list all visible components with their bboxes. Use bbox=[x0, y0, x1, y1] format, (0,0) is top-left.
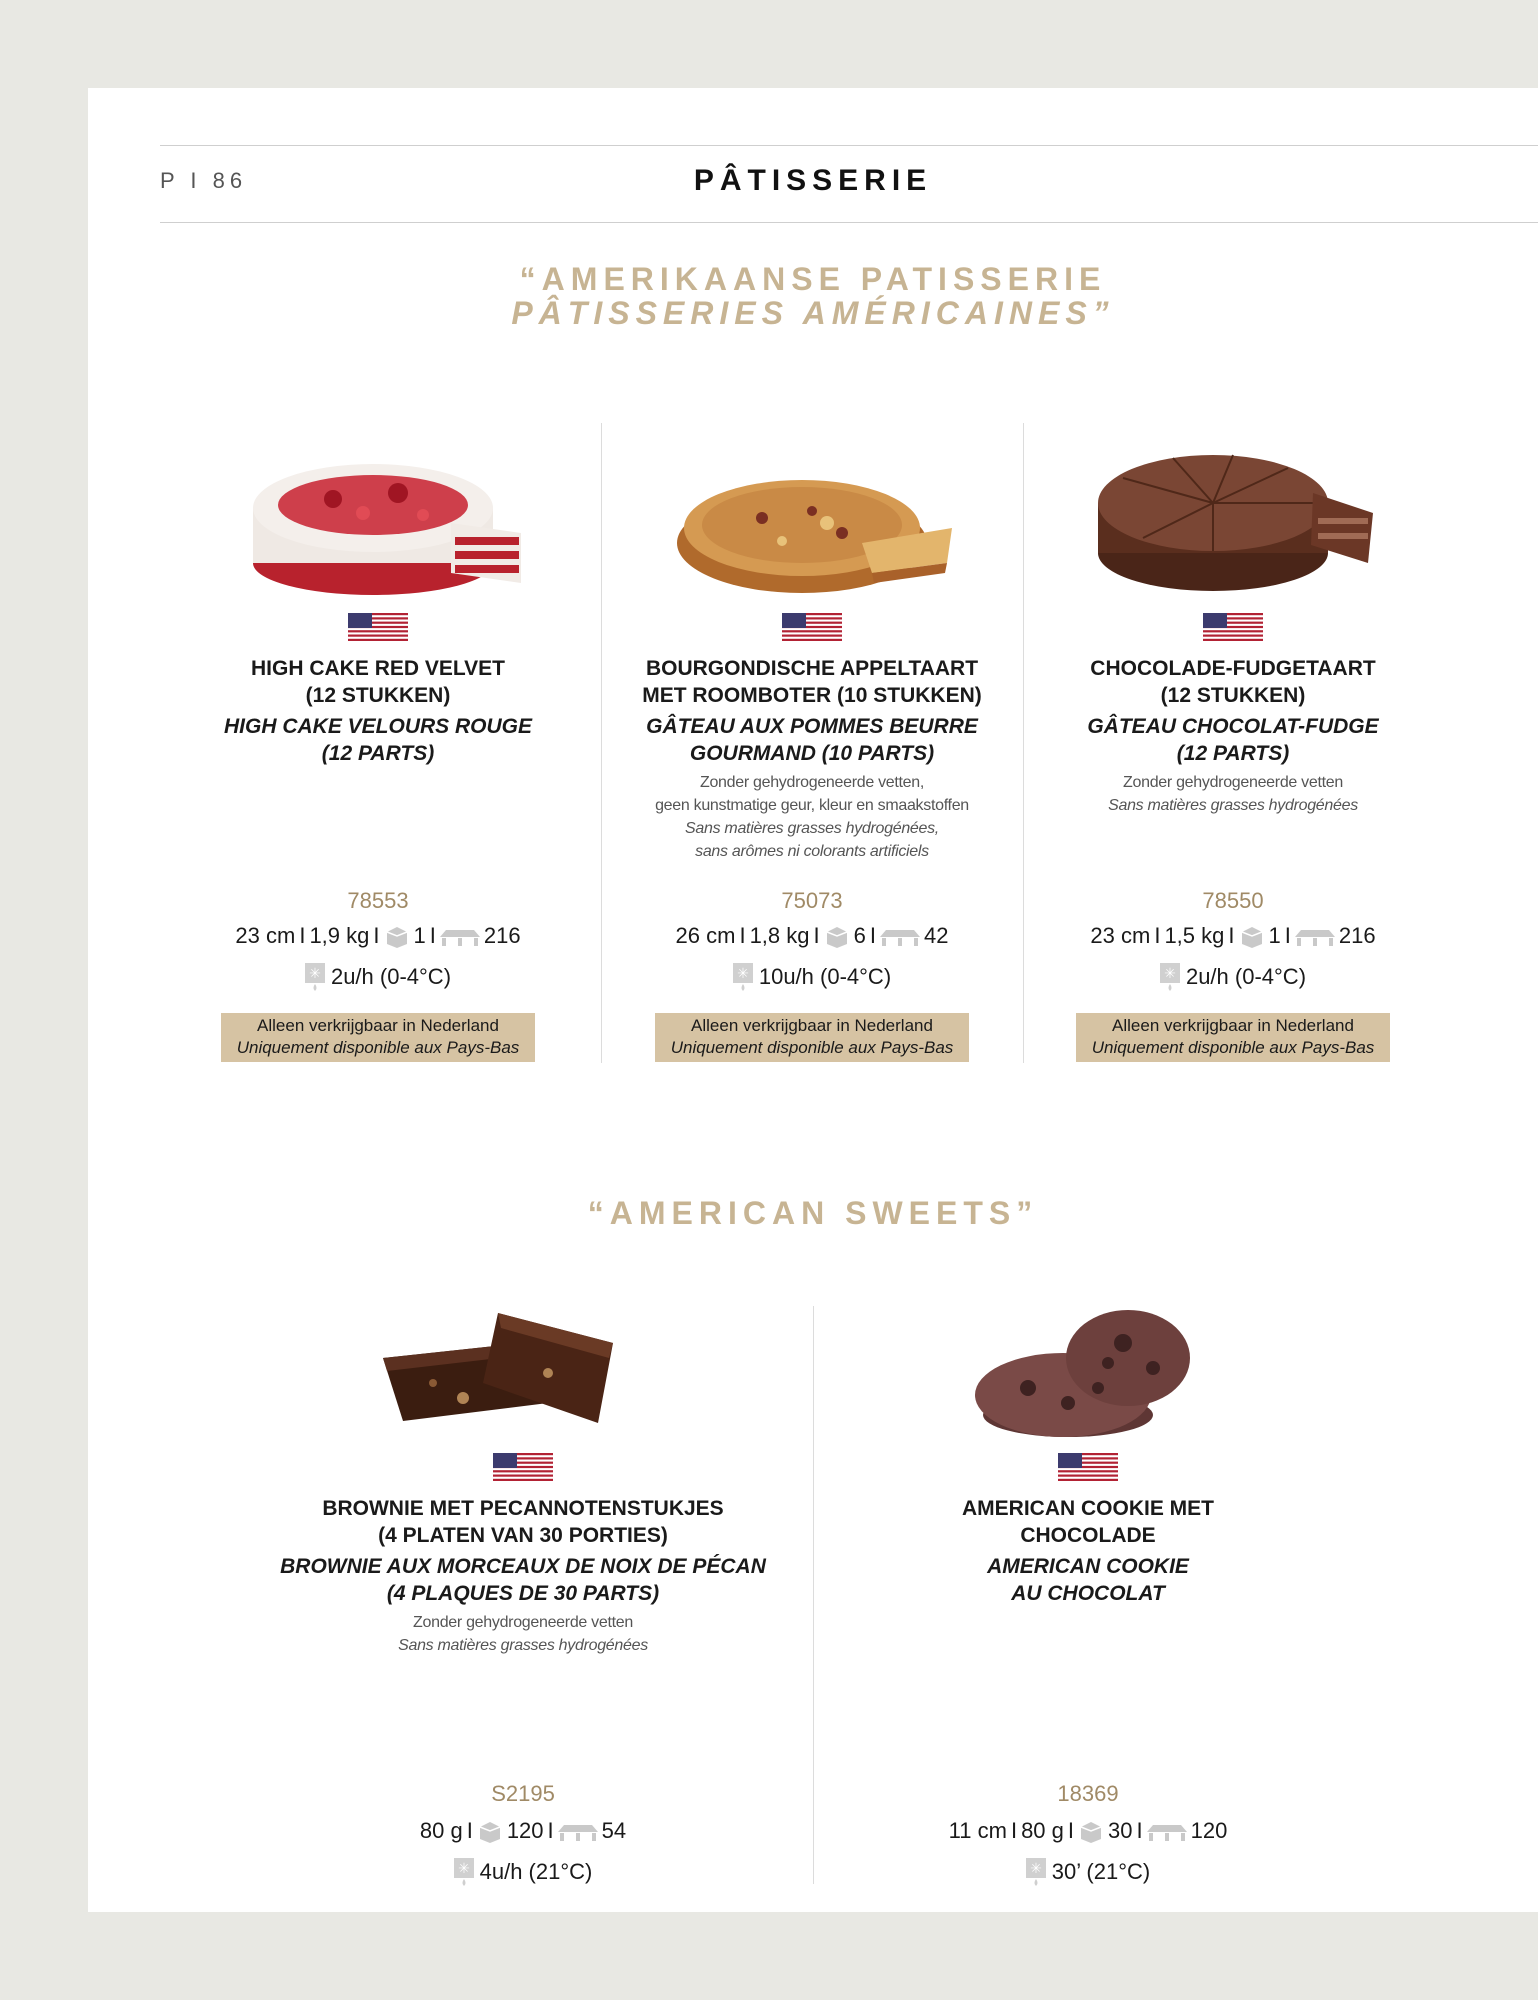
snowflake-icon bbox=[1026, 1858, 1046, 1886]
product-image bbox=[223, 433, 533, 603]
name-fr-line1: BROWNIE AUX MORCEAUX DE NOIX DE PÉCAN bbox=[280, 1555, 766, 1578]
weight: 1,9 kg bbox=[309, 923, 370, 948]
name-fr-line1: HIGH CAKE VELOURS ROUGE bbox=[223, 715, 533, 738]
brownie-image bbox=[373, 1303, 673, 1443]
name-nl-line1: BOURGONDISCHE APPELTAART bbox=[645, 657, 979, 680]
product-code: 18369 bbox=[1057, 1781, 1119, 1806]
svg-text:✳: ✳ bbox=[736, 966, 749, 982]
section-title-line1: “AMERIKAANSE PATISSERIE bbox=[519, 261, 1107, 297]
product-name-fr bbox=[1033, 713, 1433, 767]
name-fr-line2: GOURMAND (10 PARTS) bbox=[689, 742, 935, 765]
size: 11 cm bbox=[948, 1818, 1007, 1843]
pallet-icon bbox=[558, 1821, 598, 1841]
separator: I bbox=[1010, 1818, 1018, 1843]
separator: I bbox=[739, 923, 746, 948]
thaw-time: 30’ (21°C) bbox=[1051, 1859, 1151, 1884]
red-velvet-cake-image bbox=[223, 433, 533, 603]
weight: 1,5 kg bbox=[1164, 923, 1225, 948]
size: 23 cm bbox=[235, 923, 296, 948]
product-name-nl bbox=[1033, 655, 1433, 709]
product-name-fr bbox=[273, 1553, 773, 1607]
catalog-page bbox=[88, 88, 1538, 1912]
availability-fr: Uniquement disponible aux Pays-Bas bbox=[236, 1038, 520, 1057]
box-icon bbox=[1078, 1819, 1104, 1843]
product-name-nl bbox=[273, 1495, 773, 1549]
column-divider bbox=[601, 423, 602, 1063]
box-icon bbox=[384, 924, 410, 948]
note-nl-line2: geen kunstmatige geur, kleur en smaakstoffen bbox=[655, 797, 969, 814]
product-card[interactable] bbox=[611, 433, 1013, 1073]
product-code: 78553 bbox=[347, 888, 409, 913]
weight: 1,8 kg bbox=[749, 923, 810, 948]
per-box: 6 bbox=[853, 923, 866, 948]
availability-badge bbox=[655, 1013, 969, 1062]
pallet-icon bbox=[880, 926, 920, 946]
product-note bbox=[1033, 771, 1433, 817]
separator: I bbox=[813, 923, 820, 948]
us-flag-icon bbox=[348, 613, 408, 641]
svg-text:✳: ✳ bbox=[1164, 966, 1176, 982]
separator: I bbox=[1067, 1818, 1075, 1843]
apple-pie-image bbox=[662, 433, 962, 603]
box-icon bbox=[824, 924, 850, 948]
snowflake-icon bbox=[454, 1858, 474, 1886]
product-specs bbox=[611, 923, 1013, 949]
snowflake-icon bbox=[305, 963, 325, 991]
column-divider bbox=[1023, 423, 1024, 1063]
separator: I bbox=[373, 923, 380, 948]
name-nl-line1: BROWNIE MET PECANNOTENSTUKJES bbox=[322, 1497, 724, 1520]
product-name-nl bbox=[888, 1495, 1288, 1549]
per-pallet: 54 bbox=[601, 1818, 627, 1843]
per-pallet: 120 bbox=[1190, 1818, 1228, 1843]
per-box: 30 bbox=[1108, 1818, 1133, 1843]
us-flag-icon bbox=[1203, 613, 1263, 641]
product-note bbox=[611, 771, 1013, 863]
pallet-icon bbox=[1295, 926, 1335, 946]
note-fr-line1: Sans matières grasses hydrogénées bbox=[398, 1637, 648, 1654]
name-nl-line1: AMERICAN COOKIE MET bbox=[962, 1497, 1214, 1520]
section-title-line2: PÂTISSERIES AMÉRICAINES” bbox=[511, 295, 1115, 331]
thaw-info bbox=[1033, 963, 1433, 991]
name-fr-line2: (12 PARTS) bbox=[321, 742, 435, 765]
product-name-fr bbox=[611, 713, 1013, 767]
product-note bbox=[273, 1611, 773, 1657]
product-name-nl bbox=[178, 655, 578, 709]
product-image bbox=[958, 1303, 1218, 1443]
product-card[interactable] bbox=[1033, 433, 1433, 1073]
name-fr-line2: (12 PARTS) bbox=[1176, 742, 1290, 765]
snowflake-icon bbox=[733, 963, 753, 991]
product-image bbox=[1083, 433, 1383, 603]
per-pallet: 216 bbox=[1338, 923, 1376, 948]
svg-text:✳: ✳ bbox=[457, 1861, 470, 1877]
per-pallet: 216 bbox=[483, 923, 521, 948]
availability-fr: Uniquement disponible aux Pays-Bas bbox=[670, 1038, 954, 1057]
product-code: 75073 bbox=[781, 888, 843, 913]
note-fr-line1: Sans matières grasses hydrogénées bbox=[1108, 797, 1358, 814]
box-icon bbox=[477, 1819, 503, 1843]
section-title-line1: “AMERICAN SWEETS” bbox=[587, 1195, 1039, 1231]
product-specs bbox=[888, 1818, 1288, 1844]
product-card[interactable] bbox=[178, 433, 578, 1073]
product-card[interactable] bbox=[273, 1303, 773, 1893]
separator: I bbox=[429, 923, 436, 948]
per-box: 120 bbox=[506, 1818, 544, 1843]
name-nl-line2: CHOCOLADE bbox=[1020, 1524, 1156, 1547]
name-nl-line1: HIGH CAKE RED VELVET bbox=[251, 657, 505, 680]
product-specs bbox=[273, 1818, 773, 1844]
availability-nl: Alleen verkrijgbaar in Nederland bbox=[257, 1016, 499, 1035]
thaw-time: 2u/h (0-4°C) bbox=[330, 964, 452, 989]
product-code: 78550 bbox=[1202, 888, 1264, 913]
size: 23 cm bbox=[1090, 923, 1151, 948]
name-nl-line1: CHOCOLADE-FUDGETAART bbox=[1090, 657, 1376, 680]
availability-badge bbox=[221, 1013, 535, 1062]
product-specs bbox=[178, 923, 578, 949]
availability-nl: Alleen verkrijgbaar in Nederland bbox=[1112, 1016, 1354, 1035]
name-fr-line2: AU CHOCOLAT bbox=[1011, 1582, 1165, 1605]
chocolate-cookies-image bbox=[958, 1303, 1218, 1443]
svg-text:✳: ✳ bbox=[1029, 1861, 1042, 1877]
thaw-info bbox=[178, 963, 578, 991]
product-name-fr bbox=[888, 1553, 1288, 1607]
separator: I bbox=[466, 1818, 473, 1843]
name-nl-line2: (12 STUKKEN) bbox=[1160, 684, 1306, 707]
us-flag-icon bbox=[1058, 1453, 1118, 1481]
per-pallet: 42 bbox=[924, 923, 949, 948]
name-nl-line2: (4 PLATEN VAN 30 PORTIES) bbox=[378, 1524, 668, 1547]
per-box: 1 bbox=[1268, 923, 1281, 948]
name-fr-line2: (4 PLAQUES DE 30 PARTS) bbox=[386, 1582, 660, 1605]
separator: I bbox=[1136, 1818, 1143, 1843]
note-nl-line1: Zonder gehydrogeneerde vetten bbox=[413, 1614, 633, 1631]
name-fr-line1: AMERICAN COOKIE bbox=[987, 1555, 1189, 1578]
weight: 80 g bbox=[419, 1818, 463, 1843]
thaw-time: 10u/h (0-4°C) bbox=[758, 964, 892, 989]
page-number: P I 86 bbox=[160, 168, 248, 193]
header-rule-bottom bbox=[160, 222, 1538, 223]
separator: I bbox=[299, 923, 306, 948]
note-fr-line1: Sans matières grasses hydrogénées, bbox=[685, 820, 939, 837]
header-rule-top bbox=[160, 145, 1538, 146]
snowflake-icon bbox=[1160, 963, 1180, 991]
column-divider bbox=[813, 1306, 814, 1884]
thaw-info bbox=[888, 1858, 1288, 1886]
availability-nl: Alleen verkrijgbaar in Nederland bbox=[691, 1016, 933, 1035]
thaw-info bbox=[273, 1858, 773, 1886]
note-nl-line1: Zonder gehydrogeneerde vetten bbox=[1123, 774, 1343, 791]
separator: I bbox=[1154, 923, 1161, 948]
thaw-time: 4u/h (21°C) bbox=[479, 1859, 593, 1884]
product-image bbox=[373, 1303, 673, 1443]
thaw-info bbox=[611, 963, 1013, 991]
product-name-nl bbox=[611, 655, 1013, 709]
product-name-fr bbox=[178, 713, 578, 767]
per-box: 1 bbox=[413, 923, 426, 948]
page-title: PÂTISSERIE bbox=[693, 164, 933, 197]
section-title-american-sweets bbox=[88, 1196, 1538, 1230]
separator: I bbox=[1228, 923, 1235, 948]
name-fr-line1: GÂTEAU AUX POMMES BEURRE bbox=[646, 715, 978, 738]
availability-fr: Uniquement disponible aux Pays-Bas bbox=[1091, 1038, 1375, 1057]
name-nl-line2: MET ROOMBOTER (10 STUKKEN) bbox=[642, 684, 982, 707]
us-flag-icon bbox=[782, 613, 842, 641]
product-specs bbox=[1033, 923, 1433, 949]
size: 26 cm bbox=[675, 923, 736, 948]
svg-text:✳: ✳ bbox=[309, 966, 321, 982]
separator: I bbox=[547, 1818, 554, 1843]
product-code: S2195 bbox=[491, 1781, 555, 1806]
separator: I bbox=[1284, 923, 1291, 948]
weight: 80 g bbox=[1021, 1818, 1064, 1843]
product-card[interactable] bbox=[888, 1303, 1288, 1893]
pallet-icon bbox=[1147, 1821, 1187, 1841]
section-title-american-pastry bbox=[88, 262, 1538, 330]
box-icon bbox=[1239, 924, 1265, 948]
name-nl-line2: (12 STUKKEN) bbox=[305, 684, 451, 707]
product-image bbox=[662, 433, 962, 603]
availability-badge bbox=[1076, 1013, 1390, 1062]
note-fr-line2: sans arômes ni colorants artificiels bbox=[695, 843, 929, 860]
thaw-time: 2u/h (0-4°C) bbox=[1185, 964, 1307, 989]
separator: I bbox=[869, 923, 876, 948]
note-nl-line1: Zonder gehydrogeneerde vetten, bbox=[699, 774, 925, 791]
chocolate-fudge-cake-image bbox=[1083, 433, 1383, 603]
name-fr-line1: GÂTEAU CHOCOLAT-FUDGE bbox=[1087, 715, 1379, 738]
pallet-icon bbox=[440, 926, 480, 946]
us-flag-icon bbox=[493, 1453, 553, 1481]
